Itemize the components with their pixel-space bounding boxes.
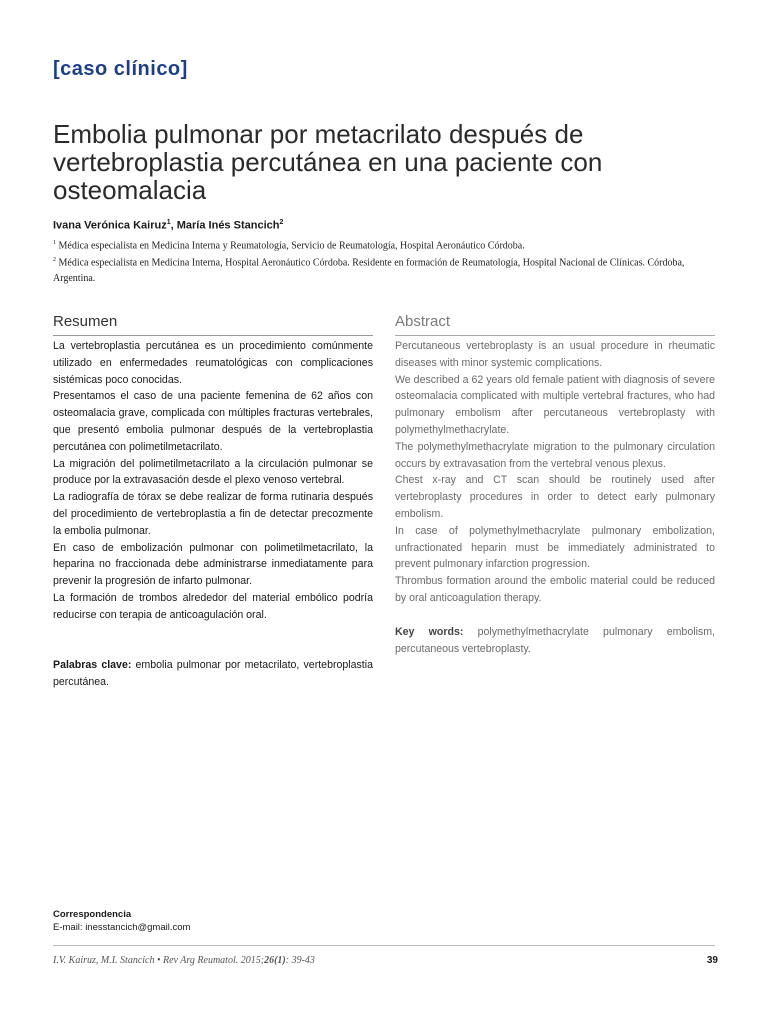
affiliation-1-text: Médica especialista en Medicina Interna y Reumatología, Servicio de Reumatología, Hospital Aeronáutico Córdoba. xyxy=(58,240,525,252)
citation-volume: 26(1) xyxy=(264,955,286,966)
abstract-paragraph: In case of polymethylmethacrylate pulmonary embolization, unfractionated heparin must be immediately administrated to prevent pulmonary infarction progression. xyxy=(395,524,715,571)
author-1-sup: 1 xyxy=(166,219,171,226)
article-title: Embolia pulmonar por metacrilato después de vertebroplastia percutánea en una paciente con osteomalacia xyxy=(53,119,603,205)
resumen-keywords-text: embolia pulmonar por metacrilato, vertebroplastia percutánea. xyxy=(53,659,373,688)
author-2-sup: 2 xyxy=(279,219,284,226)
affiliation-2-sup: 2 xyxy=(53,257,56,264)
resumen-paragraph: La vertebroplastia percutánea es un procedimiento comúnmente utilizado en enfermedades reumatológicas con complicaciones sistémicas poco conocidas. xyxy=(53,340,373,386)
abstract-keywords xyxy=(395,624,715,658)
abstract-keywords-label: Key words: xyxy=(395,626,464,638)
resumen-body xyxy=(53,338,373,624)
abstract-keywords-text: polymethylmethacrylate pulmonary embolism, percutaneous vertebroplasty. xyxy=(395,626,715,655)
section-tag: [caso clínico] xyxy=(53,58,188,80)
abstract-rule xyxy=(395,335,715,336)
affiliation-1 xyxy=(53,236,693,253)
author-separator: , xyxy=(170,219,177,232)
resumen-paragraph: La migración del polimetilmetacrilato a la circulación pulmonar se produce por la extravasación desde el plexo venoso vertebral. xyxy=(53,457,373,487)
affiliations xyxy=(53,236,693,286)
abstract-paragraph: Chest x-ray and CT scan should be routinely used after vertebroplasty procedures in order to detect early pulmonary embolism. xyxy=(395,474,715,520)
citation-post: : 39-43 xyxy=(285,955,315,966)
affiliation-2-text: Médica especialista en Medicina Interna, Hospital Aeronáutico Córdoba. Residente en formación de Reumatología, Hospital Nacional de Clínicas. Córdoba, Argentina. xyxy=(53,257,685,284)
resumen-rule xyxy=(53,335,373,336)
abstract-paragraph: Thrombus formation around the embolic material could be reduced by oral anticoagulation therapy. xyxy=(395,575,715,604)
affiliation-1-sup: 1 xyxy=(53,240,56,246)
correspondence-heading: Correspondencia xyxy=(53,909,132,920)
author-1: Ivana Verónica Kairuz xyxy=(53,219,167,232)
citation-pre: I.V. Kairuz, M.I. Stancich • Rev Arg Reumatol. 2015; xyxy=(53,955,265,966)
footer-citation xyxy=(53,955,315,966)
abstract-paragraph: We described a 62 years old female patient with diagnosis of severe osteomalacia complicated with multiple vertebral fractures, who had pulmonary embolism after percutaneous vertebroplasty with polymethylmethacrylate. xyxy=(395,373,715,436)
resumen-paragraph: La radiografía de tórax se debe realizar de forma rutinaria después del procedimiento de vertebroplastia a fin de detectar precozmente la embolia pulmonar. xyxy=(53,491,373,537)
abstract-paragraph: Percutaneous vertebroplasty is an usual procedure in rheumatic diseases with minor systemic complications. xyxy=(395,340,715,369)
abstract-heading: Abstract xyxy=(395,313,451,330)
resumen-paragraph: En caso de embolización pulmonar con polimetilmetacrilato, la heparina no fraccionada debe administrarse inmediatamente para prevenir la progresión de infarto pulmonar. xyxy=(53,541,373,588)
abstract-paragraph: The polymethylmethacrylate migration to the pulmonary circulation occurs by extravasation from the vertebral venous plexus. xyxy=(395,440,715,470)
resumen-keywords xyxy=(53,657,373,691)
resumen-paragraph: La formación de trombos alrededor del material embólico podría reducirse con terapia de anticoagulación oral. xyxy=(53,591,373,621)
footer-rule xyxy=(53,945,715,946)
author-2: María Inés Stancich xyxy=(176,219,280,232)
resumen-heading: Resumen xyxy=(53,313,118,330)
resumen-keywords-label: Palabras clave: xyxy=(53,659,132,671)
correspondence-email: E-mail: inesstancich@gmail.com xyxy=(53,922,191,933)
page-number: 39 xyxy=(706,955,718,966)
correspondence xyxy=(53,908,190,934)
authors xyxy=(53,219,283,232)
affiliation-2 xyxy=(53,253,693,285)
abstract-body xyxy=(395,338,715,607)
resumen-paragraph: Presentamos el caso de una paciente femenina de 62 años con osteomalacia grave, complicada con múltiples fracturas vertebrales, que presentó embolia pulmonar después de la vertebroplastia percutánea con polimetilmetacrilato. xyxy=(53,390,373,453)
